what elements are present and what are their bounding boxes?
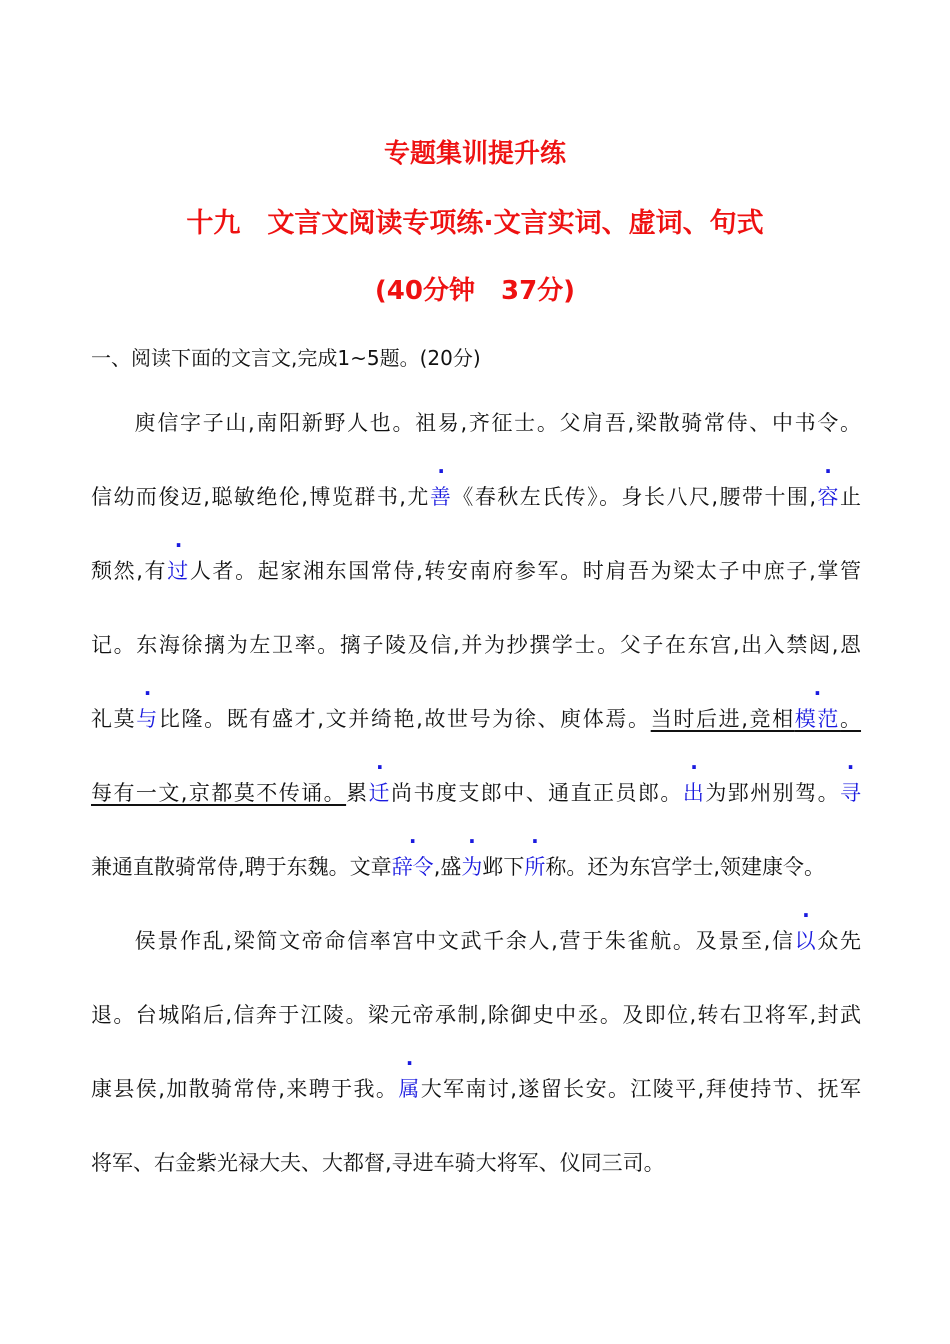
passage-paragraph-2 bbox=[91, 921, 861, 1217]
highlighted-word: 与 bbox=[136, 707, 159, 731]
passage-line: 礼莫与比隆。既有盛才,文并绮艳,故世号为徐、庾体焉。当时后进,竞相模范。 bbox=[91, 707, 862, 731]
highlighted-word: 过 bbox=[167, 559, 190, 583]
passage-line: 将军、右金紫光禄大夫、大都督,寻进车骑大将军、仪同三司。 bbox=[91, 1151, 665, 1175]
highlighted-word: 容 bbox=[816, 485, 841, 509]
highlighted-word: 辞令 bbox=[391, 855, 434, 879]
passage-line: 记。东海徐摛为左卫率。摛子陵及信,并为抄撰学士。父子在东宫,出入禁闼,恩 bbox=[91, 633, 861, 657]
highlighted-word: 寻 bbox=[840, 781, 862, 805]
highlighted-word: 善 bbox=[429, 485, 453, 509]
underlined-sentence: 每有一文,京都莫不传诵。 bbox=[91, 781, 347, 805]
highlighted-word: 所 bbox=[524, 855, 546, 879]
highlighted-word: 属 bbox=[398, 1077, 421, 1101]
highlighted-word: 模范 bbox=[794, 707, 841, 731]
passage-line: 信幼而俊迈,聪敏绝伦,博览群书,尤善《春秋左氏传》。身长八尺,腰带十围,容止 bbox=[91, 485, 862, 509]
highlighted-word: 为 bbox=[461, 855, 483, 879]
passage-line: 退。台城陷后,信奔于江陵。梁元帝承制,除御史中丞。及即位,转右卫将军,封武 bbox=[91, 1003, 861, 1027]
sub-title: 十九 文言文阅读专项练·文言实词、虚词、句式 bbox=[186, 208, 764, 239]
passage-line: 兼通直散骑常侍,聘于东魏。文章辞令,盛为邺下所称。还为东宫学士,领建康令。 bbox=[91, 855, 826, 879]
passage-line: 侯景作乱,梁简文帝命信率宫中文武千余人,营于朱雀航。及景至,信以众先 bbox=[133, 929, 862, 953]
highlighted-word: 迁 bbox=[368, 781, 391, 805]
passage-line: 庾信字子山,南阳新野人也。祖易,齐征士。父肩吾,梁散骑常侍、中书令。 bbox=[133, 411, 861, 435]
underlined-sentence: 当时后进,竞相模范。 bbox=[650, 707, 862, 731]
time-score: (40分钟 37分) bbox=[374, 276, 576, 306]
main-title: 专题集训提升练 bbox=[383, 139, 566, 169]
question-prompt: 一、阅读下面的文言文,完成1~5题。(20分) bbox=[91, 346, 481, 370]
highlighted-word: 以 bbox=[794, 929, 818, 953]
passage-line: 每有一文,京都莫不传诵。累迁尚书度支郎中、通直正员郎。出为郢州别驾。寻 bbox=[91, 781, 862, 805]
passage-paragraph-1 bbox=[91, 403, 861, 921]
highlighted-word: 出 bbox=[682, 781, 706, 805]
passage-line: 颓然,有过人者。起家湘东国常侍,转安南府参军。时肩吾为梁太子中庶子,掌管 bbox=[91, 559, 861, 583]
passage-line: 康县侯,加散骑常侍,来聘于我。属大军南讨,遂留长安。江陵平,拜使持节、抚军 bbox=[91, 1077, 862, 1101]
